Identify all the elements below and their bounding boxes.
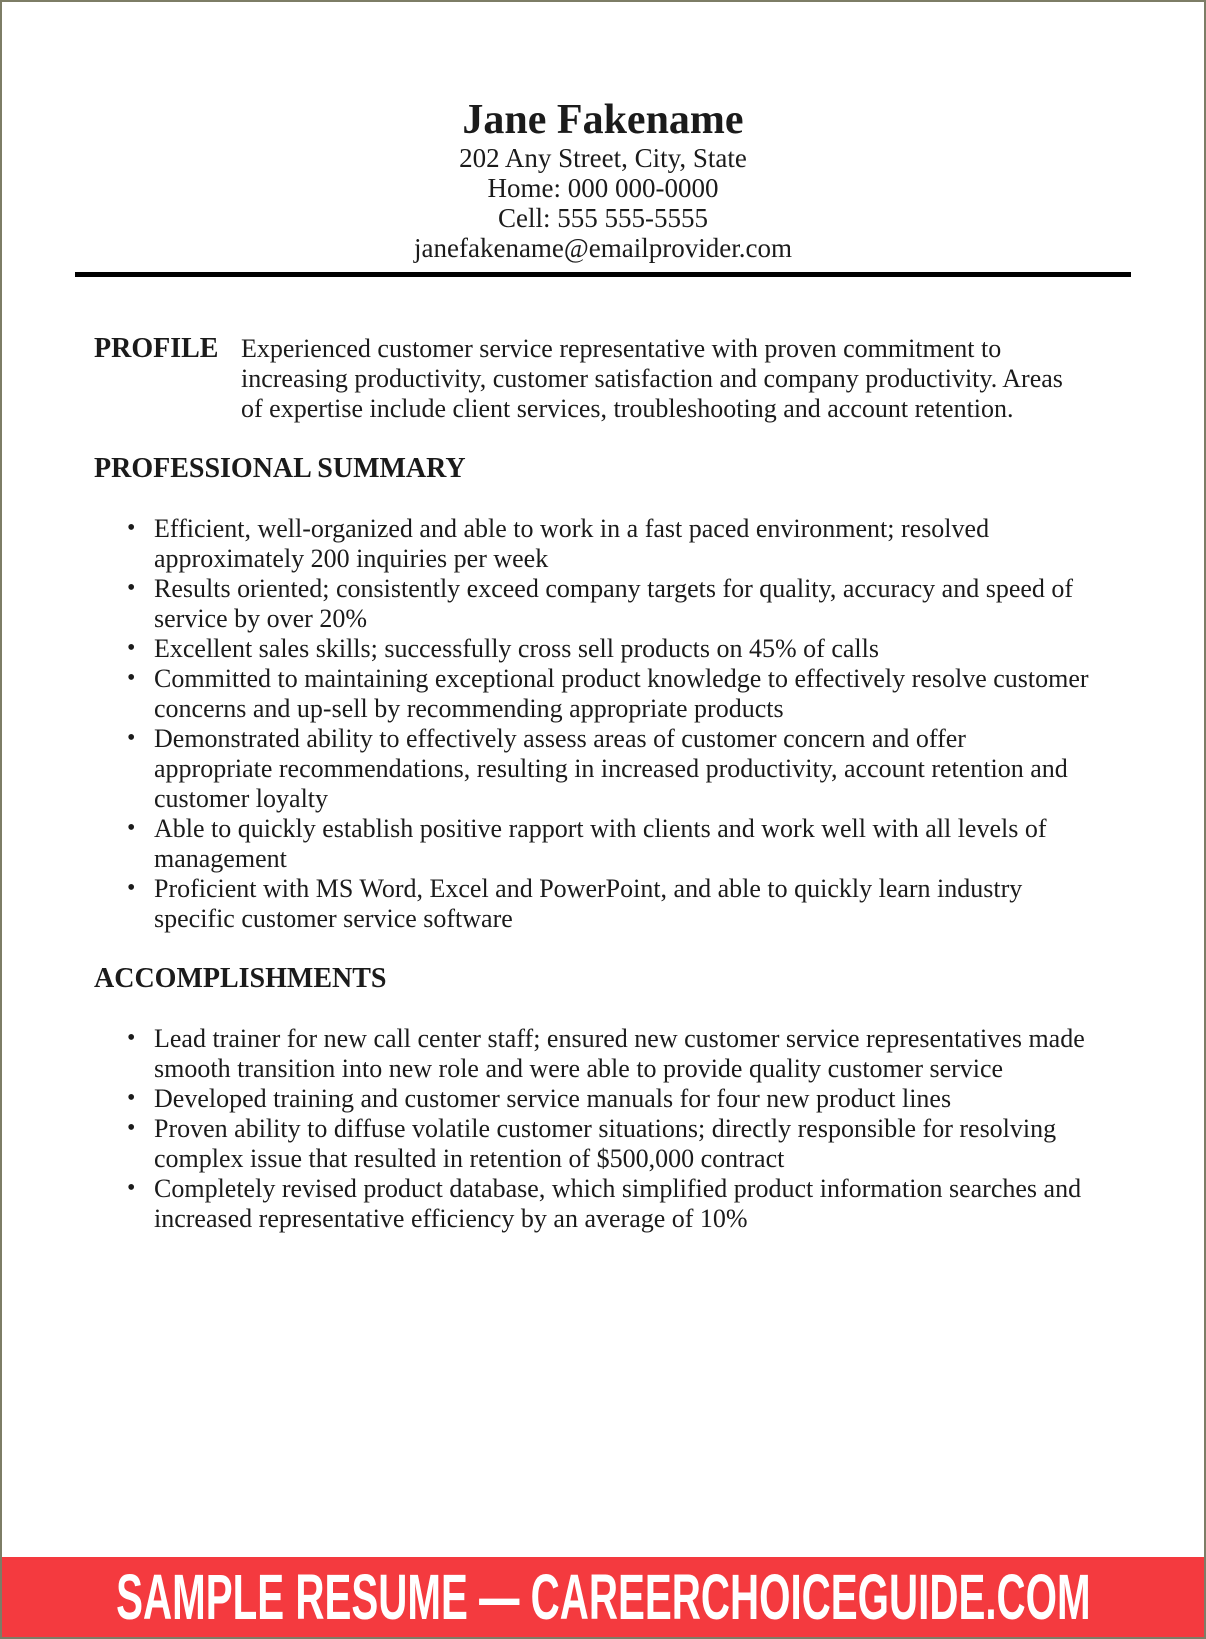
home-phone: Home: 000 000-0000 bbox=[487, 173, 719, 203]
professional-summary-heading: PROFESSIONAL SUMMARY bbox=[94, 453, 466, 484]
bullet-icon: • bbox=[127, 515, 136, 541]
list-item bbox=[94, 574, 1131, 634]
profile-text: Experienced customer service representative with proven commitment to increasing productivity, customer satisfaction and company productivity. Areas of expertise include client services, troubleshooting and account retention. bbox=[241, 334, 1063, 423]
bullet-icon: • bbox=[127, 1175, 136, 1201]
accomplishments-list bbox=[94, 1024, 1131, 1234]
professional-summary-list bbox=[94, 514, 1131, 934]
resume-header bbox=[75, 2, 1131, 263]
cell-phone: Cell: 555 555-5555 bbox=[498, 203, 708, 233]
list-item-text: Demonstrated ability to effectively assess areas of customer concern and offer appropriate recommendations, resulting in increased productivity, account retention and customer loyalty bbox=[154, 724, 1068, 813]
resume-content bbox=[2, 2, 1204, 1234]
list-item bbox=[94, 634, 1131, 664]
address-line: 202 Any Street, City, State bbox=[459, 143, 747, 173]
list-item bbox=[94, 514, 1131, 574]
sample-resume-banner bbox=[2, 1557, 1204, 1637]
bullet-icon: • bbox=[127, 875, 136, 901]
list-item-text: Efficient, well-organized and able to work in a fast paced environment; resolved approximately 200 inquiries per week bbox=[154, 514, 990, 573]
bullet-icon: • bbox=[127, 1025, 136, 1051]
list-item-text: Completely revised product database, which simplified product information searches and increased representative efficiency by an average of 10% bbox=[154, 1174, 1082, 1233]
list-item bbox=[94, 814, 1131, 874]
bullet-icon: • bbox=[127, 1085, 136, 1111]
bullet-icon: • bbox=[127, 725, 136, 751]
list-item-text: Lead trainer for new call center staff; ensured new customer service representatives made smooth transition into new role and were able to provide quality customer service bbox=[154, 1024, 1085, 1083]
list-item-text: Committed to maintaining exceptional product knowledge to effectively resolve customer concerns and up-sell by recommending appropriate products bbox=[154, 664, 1089, 723]
list-item bbox=[94, 1024, 1131, 1084]
list-item bbox=[94, 1084, 1131, 1114]
list-item bbox=[94, 1114, 1131, 1174]
list-item-text: Proven ability to diffuse volatile customer situations; directly responsible for resolving complex issue that resulted in retention of $500,000 contract bbox=[154, 1114, 1057, 1173]
person-name: Jane Fakename bbox=[462, 97, 744, 143]
list-item-text: Proficient with MS Word, Excel and PowerPoint, and able to quickly learn industry specific customer service software bbox=[154, 874, 1023, 933]
sample-resume-banner-text: SAMPLE RESUME — CAREERCHOICEGUIDE.COM bbox=[115, 1561, 1091, 1633]
list-item bbox=[94, 724, 1131, 814]
list-item bbox=[94, 874, 1131, 934]
bullet-icon: • bbox=[127, 575, 136, 601]
email-address: janefakename@emailprovider.com bbox=[414, 233, 792, 263]
accomplishments-heading: ACCOMPLISHMENTS bbox=[94, 963, 387, 994]
bullet-icon: • bbox=[127, 635, 136, 661]
list-item-text: Able to quickly establish positive rapport with clients and work well with all levels of management bbox=[154, 814, 1047, 873]
profile-section bbox=[94, 334, 1131, 424]
bullet-icon: • bbox=[127, 665, 136, 691]
list-item-text: Results oriented; consistently exceed company targets for quality, accuracy and speed of service by over 20% bbox=[154, 574, 1074, 633]
bullet-icon: • bbox=[127, 1115, 136, 1141]
bullet-icon: • bbox=[127, 815, 136, 841]
list-item-text: Developed training and customer service manuals for four new product lines bbox=[154, 1084, 952, 1113]
list-item bbox=[94, 664, 1131, 724]
list-item-text: Excellent sales skills; successfully cross sell products on 45% of calls bbox=[154, 634, 879, 663]
profile-label: PROFILE bbox=[94, 333, 219, 364]
list-item bbox=[94, 1174, 1131, 1234]
header-divider bbox=[75, 272, 1131, 277]
